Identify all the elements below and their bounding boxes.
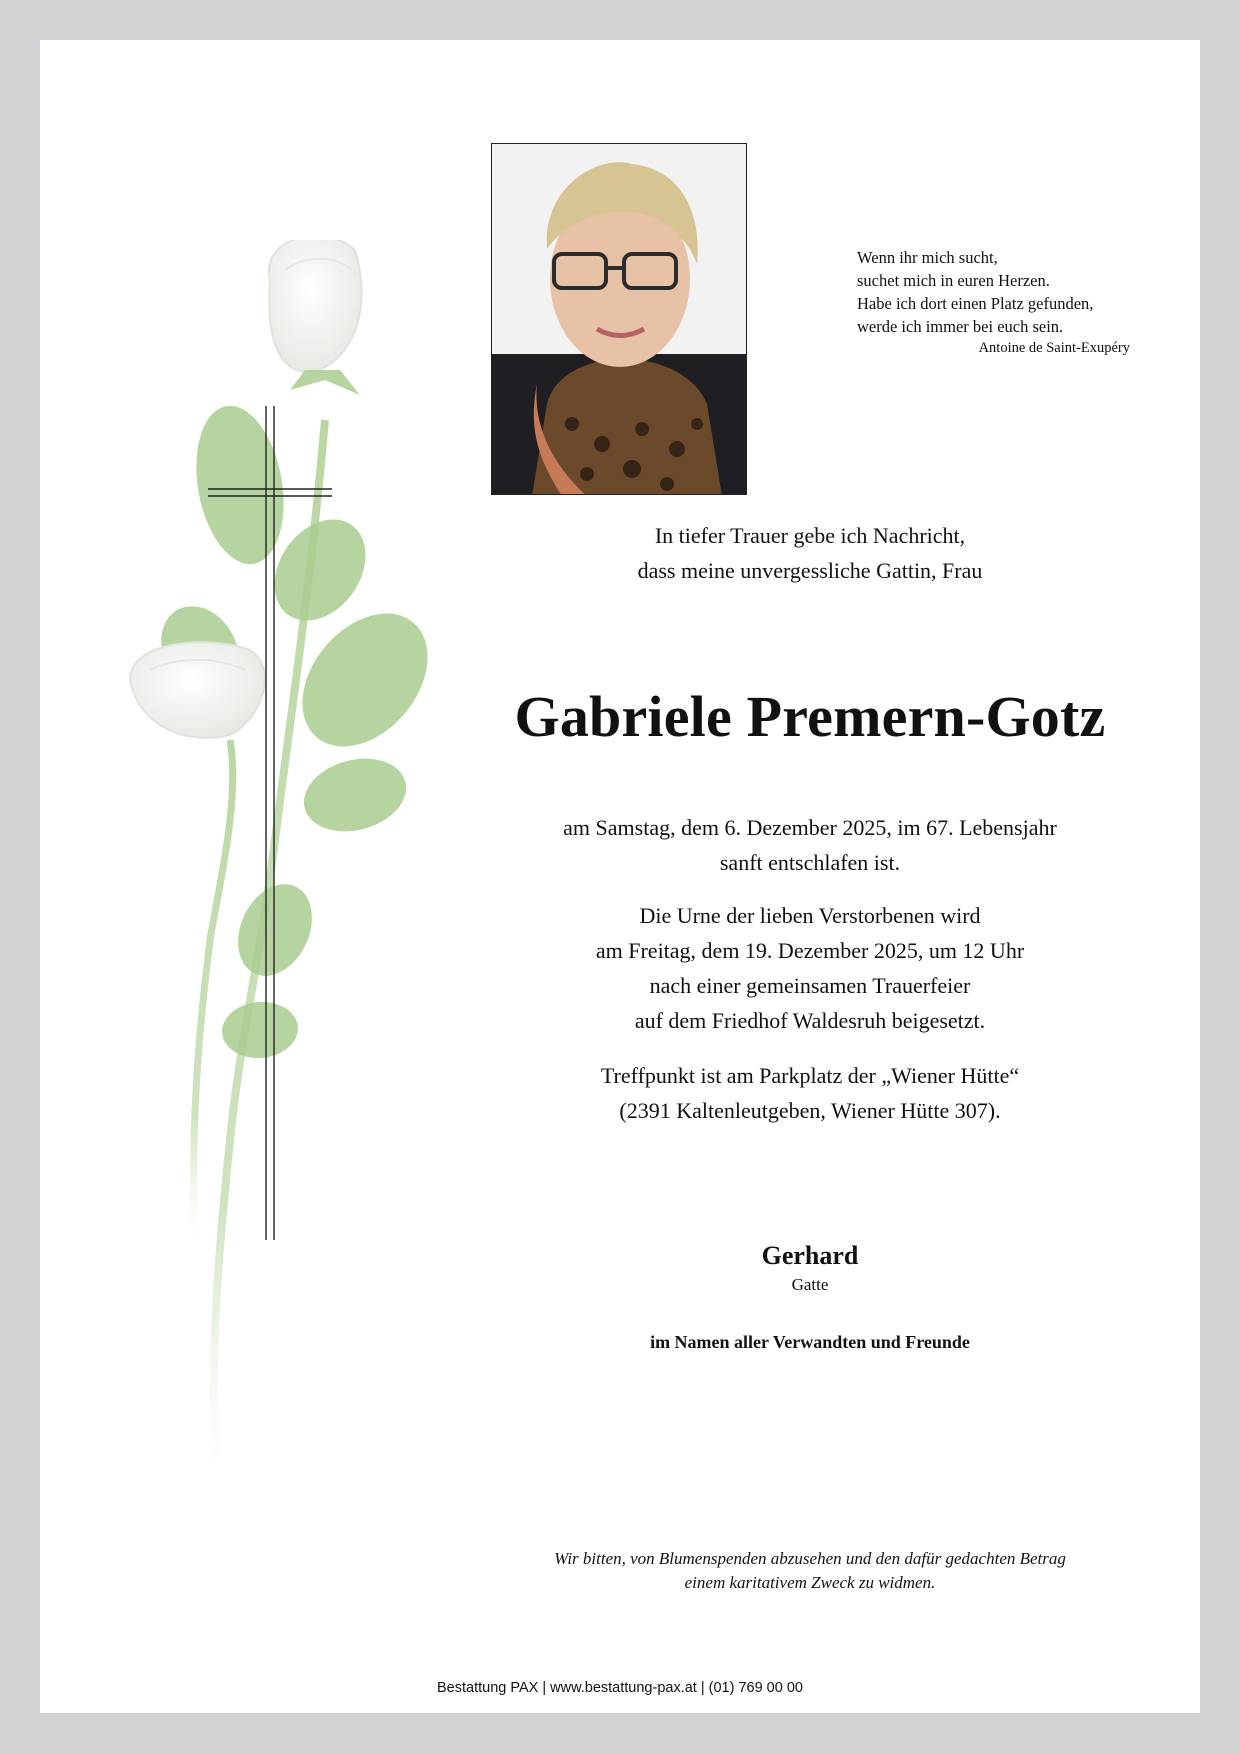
white-rose-illustration (90, 240, 470, 1540)
quote-line: werde ich immer bei euch sein. (857, 317, 1064, 336)
quote-line: Habe ich dort einen Platz gefunden, (857, 294, 1094, 313)
burial-text (480, 898, 1140, 1038)
request-line-1: Wir bitten, von Blumenspenden abzusehen und den dafür gedachten Betrag (554, 1549, 1066, 1568)
rose-bloom-lower (130, 642, 265, 738)
passing-line-2: sanft entschlafen ist. (719, 850, 901, 875)
intro-line-1: In tiefer Trauer gebe ich Nachricht, (654, 523, 966, 548)
donation-request (480, 1547, 1140, 1595)
request-line-2: einem karitativem Zweck zu widmen. (684, 1573, 936, 1592)
burial-line-4: auf dem Friedhof Waldesruh beigesetzt. (634, 1008, 986, 1033)
quote-author: Antoine de Saint-Exupéry (978, 340, 1130, 356)
signatory-name: Gerhard (761, 1241, 859, 1270)
funeral-home-footer: Bestattung PAX | www.bestattung-pax.at | (01) 769 00 00 (437, 1680, 803, 1696)
burial-line-2: am Freitag, dem 19. Dezember 2025, um 12 Uhr (595, 938, 1025, 963)
quote-line: suchet mich in euren Herzen. (857, 271, 1050, 290)
passing-line-1: am Samstag, dem 6. Dezember 2025, im 67. Lebensjahr (563, 815, 1057, 840)
meeting-text (480, 1058, 1140, 1128)
meeting-line-1: Treffpunkt ist am Parkplatz der „Wiener Hütte“ (600, 1063, 1020, 1088)
passing-text (480, 810, 1140, 880)
deceased-name: Gabriele Premern-Gotz (514, 684, 1106, 749)
portrait-photo (491, 143, 747, 495)
meeting-line-2: (2391 Kaltenleutgeben, Wiener Hütte 307). (619, 1098, 1001, 1123)
intro-text (480, 518, 1140, 588)
signatory-note: im Namen aller Verwandten und Freunde (650, 1332, 970, 1352)
memorial-quote (857, 246, 1157, 360)
intro-line-2: dass meine unvergessliche Gattin, Frau (637, 558, 983, 583)
burial-line-1: Die Urne der lieben Verstorbenen wird (639, 903, 981, 928)
rose-bud-top (269, 240, 362, 395)
signatory-role: Gatte (791, 1275, 829, 1294)
burial-line-3: nach einer gemeinsamen Trauerfeier (649, 973, 971, 998)
obituary-card (40, 40, 1200, 1713)
quote-line: Wenn ihr mich sucht, (857, 248, 998, 267)
